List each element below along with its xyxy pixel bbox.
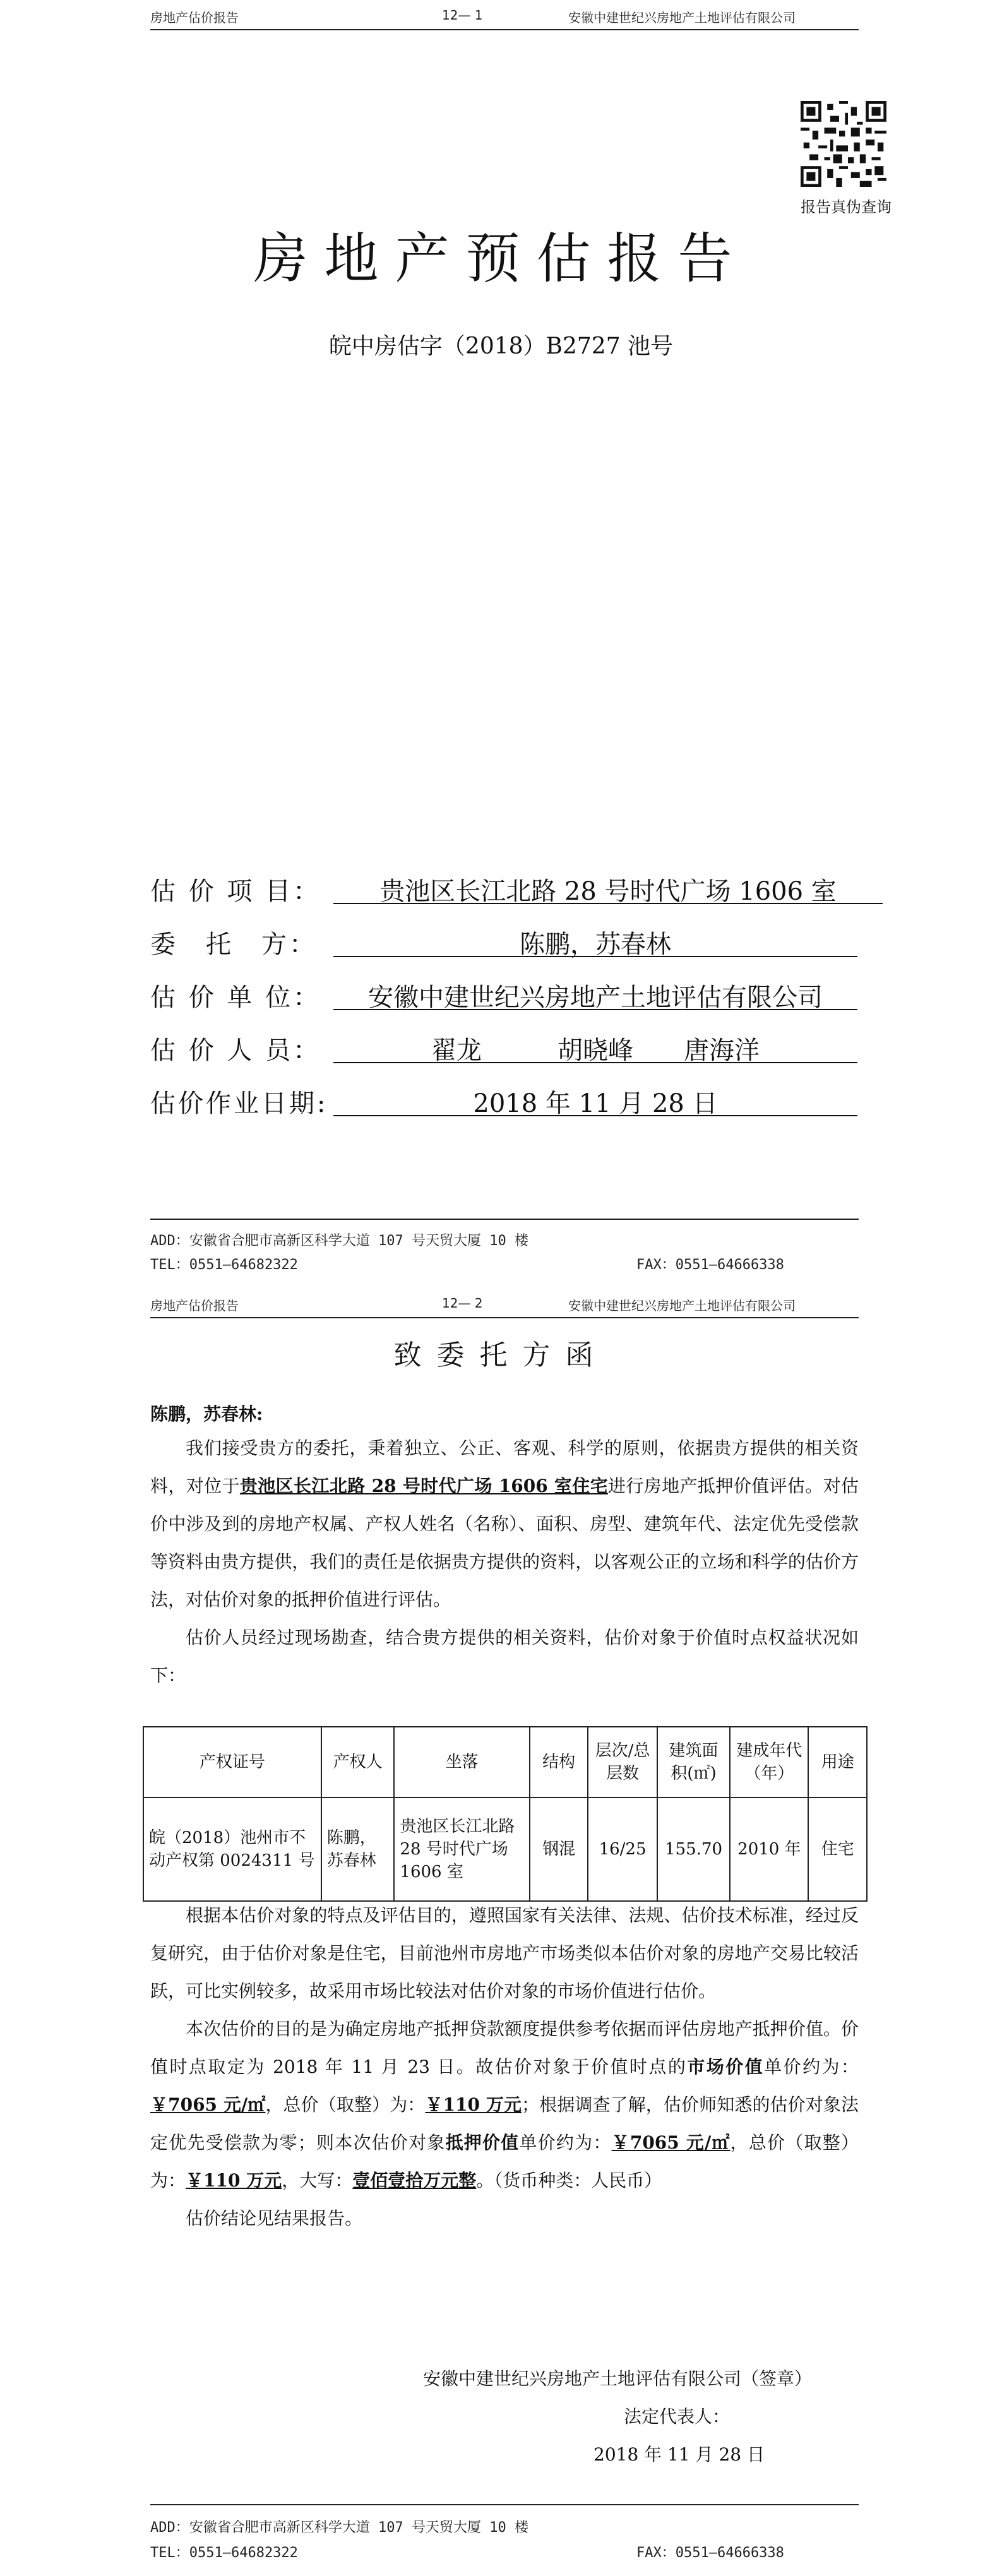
text-span: ，总价（取整）为： bbox=[150, 2132, 859, 2191]
table-header-cell: 产权证号 bbox=[143, 1727, 321, 1798]
page1-header-company: 安徽中建世纪兴房地产土地评估有限公司 bbox=[568, 10, 796, 25]
text-span: ，总价（取整）为： bbox=[265, 2094, 426, 2115]
property-address-emphasis: 贵池区长江北路 28 号时代广场 1606 室住宅 bbox=[239, 1476, 609, 1496]
paragraph-survey: 估价人员经过现场勘查，结合贵方提供的相关资料，估价对象于价值时点权益状况如下： bbox=[150, 1627, 859, 1686]
table-cell-location: 贵池区长江北路 28 号时代广场 1606 室 bbox=[394, 1798, 529, 1901]
table-cell-usage: 住宅 bbox=[808, 1798, 867, 1901]
letter-body-top bbox=[150, 1429, 859, 1695]
info-label: 委 托 方： bbox=[150, 930, 317, 959]
page2-header-company: 安徽中建世纪兴房地产土地评估有限公司 bbox=[568, 1298, 796, 1313]
table-header-cell: 产权人 bbox=[321, 1727, 395, 1798]
qr-code-icon[interactable] bbox=[801, 101, 886, 187]
table-row bbox=[143, 1798, 867, 1901]
report-number: 皖中房估字（2018）B2727 池号 bbox=[328, 333, 674, 359]
page1-footer-rule bbox=[150, 1219, 859, 1220]
letter-body-bottom bbox=[150, 1897, 859, 2238]
info-value: 安徽中建世纪兴房地产土地评估有限公司 bbox=[333, 977, 857, 1010]
info-label: 估 价 项 目： bbox=[150, 877, 321, 906]
mortgage-total-price: ￥110 万元 bbox=[186, 2170, 282, 2191]
info-row-work-date bbox=[150, 1083, 859, 1119]
signature-legal-rep: 法定代表人： bbox=[624, 2406, 731, 2427]
text-span: 。（货币种类：人民币） bbox=[476, 2170, 662, 2191]
table-header-row bbox=[143, 1727, 867, 1798]
page1-header-rule bbox=[150, 29, 859, 30]
info-value: 贵池区长江北路 28 号时代广场 1606 室 bbox=[333, 871, 883, 904]
table-cell-structure: 钢混 bbox=[530, 1798, 588, 1901]
info-label: 估 价 人 员： bbox=[150, 1036, 321, 1065]
letter-title: 致委托方函 bbox=[393, 1339, 609, 1371]
page1-footer-fax: FAX：0551—64666338 bbox=[636, 1257, 784, 1273]
paragraph-see-results: 估价结论见结果报告。 bbox=[186, 2208, 363, 2229]
table-header-cell: 用途 bbox=[808, 1727, 867, 1798]
info-row-appraisers bbox=[150, 1030, 859, 1066]
table-header-cell: 建成年代（年） bbox=[730, 1727, 808, 1798]
qr-caption: 报告真伪查询 bbox=[801, 198, 892, 216]
table-cell-floor: 16/25 bbox=[588, 1798, 657, 1901]
table-header-cell: 层次/总层数 bbox=[588, 1727, 657, 1798]
text-span: 本次估价的目的是为确定房地产抵押贷款额度提供参考依据而评估房地产抵押价值。价值时点取定为 2018 年 11 月 23 日。故估价对象于价值时点的 bbox=[150, 2018, 859, 2077]
page2-footer-address: ADD：安徽省合肥市高新区科学大道 107 号天贸大厦 10 楼 bbox=[150, 2520, 528, 2536]
market-unit-price: ￥7065 元/㎡ bbox=[150, 2094, 266, 2115]
text-span: ，大写： bbox=[282, 2170, 353, 2191]
mortgage-value-label: 抵押价值 bbox=[445, 2132, 520, 2153]
page1-header-left: 房地产估价报告 bbox=[150, 10, 239, 25]
info-row-project bbox=[150, 871, 859, 907]
salutation: 陈鹏，苏春林: bbox=[150, 1404, 263, 1424]
page1-footer-tel: TEL：0551—64682322 bbox=[150, 1257, 298, 1273]
mortgage-unit-price: ￥7065 元/㎡ bbox=[611, 2132, 731, 2153]
paragraph-conclusion bbox=[150, 2010, 859, 2200]
info-label: 估 价 单 位： bbox=[150, 983, 321, 1012]
table-cell-year: 2010 年 bbox=[730, 1798, 808, 1901]
text-span: 单价约为： bbox=[519, 2132, 612, 2153]
page1-header-page-number: 12— 1 bbox=[442, 8, 483, 23]
paragraph-entrustment bbox=[150, 1429, 859, 1619]
table-cell-owner: 陈鹏，苏春林 bbox=[321, 1798, 395, 1901]
report-title: 房地产预估报告 bbox=[253, 227, 749, 290]
page2-header-rule bbox=[150, 1317, 859, 1318]
table-cell-certificate: 皖（2018）池州市不动产权第 0024311 号 bbox=[143, 1798, 321, 1901]
market-total-price: ￥110 万元 bbox=[425, 2094, 522, 2115]
info-row-client bbox=[150, 924, 859, 960]
text-span: 单价约为： bbox=[764, 2056, 859, 2077]
info-value: 翟龙 胡晓峰 唐海洋 bbox=[333, 1030, 857, 1063]
page2-header-page-number: 12— 2 bbox=[442, 1296, 483, 1311]
page2-footer-tel: TEL：0551—64682322 bbox=[150, 2545, 298, 2561]
page2-footer-rule bbox=[150, 2504, 859, 2505]
amount-in-words: 壹佰壹拾万元整 bbox=[352, 2170, 477, 2191]
page1-footer-address: ADD：安徽省合肥市高新区科学大道 107 号天贸大厦 10 楼 bbox=[150, 1233, 528, 1249]
info-value: 陈鹏，苏春林 bbox=[333, 924, 857, 957]
info-label: 估价作业日期: bbox=[150, 1089, 328, 1118]
info-value: 2018 年 11 月 28 日 bbox=[333, 1083, 857, 1116]
page2-header-left: 房地产估价报告 bbox=[150, 1298, 239, 1313]
table-header-cell: 坐落 bbox=[394, 1727, 529, 1798]
text-span: 我们接受贵方的委托，秉着独立、公正、客观、科学的原则，依据贵方提供的相关资料，对位于 bbox=[150, 1438, 859, 1496]
signature-company: 安徽中建世纪兴房地产土地评估有限公司（签章） bbox=[423, 2368, 813, 2389]
info-row-appraiser-unit bbox=[150, 977, 859, 1013]
table-header-cell: 结构 bbox=[530, 1727, 588, 1798]
page2-footer-fax: FAX：0551—64666338 bbox=[636, 2545, 784, 2561]
table-cell-area: 155.70 bbox=[657, 1798, 731, 1901]
text-span: ；根据调查了解，估价师知悉的估价对象法定优先受偿款为零；则本次估价对象 bbox=[150, 2094, 859, 2153]
signature-date: 2018 年 11 月 28 日 bbox=[593, 2444, 765, 2465]
property-rights-table bbox=[143, 1726, 868, 1902]
text-span: 进行房地产抵押价值评估。对估价中涉及到的房地产权属、产权人姓名（名称）、面积、房型、建筑年代、法定优先受偿款等资料由贵方提供，我们的责任是依据贵方提供的资料，以客观公正的立场和科学的估价方法，对估价对象的抵押价值进行评估。 bbox=[150, 1476, 859, 1610]
paragraph-method: 根据本估价对象的特点及评估目的，遵照国家有关法律、法规、估价技术标准，经过反复研究，由于估价对象是住宅，目前池州市房地产市场类似本估价对象的房地产交易比较活跃，可比实例较多，故采用市场比较法对估价对象的市场价值进行估价。 bbox=[150, 1905, 859, 2001]
table-header-cell: 建筑面积(㎡) bbox=[657, 1727, 731, 1798]
market-value-label: 市场价值 bbox=[687, 2056, 765, 2077]
